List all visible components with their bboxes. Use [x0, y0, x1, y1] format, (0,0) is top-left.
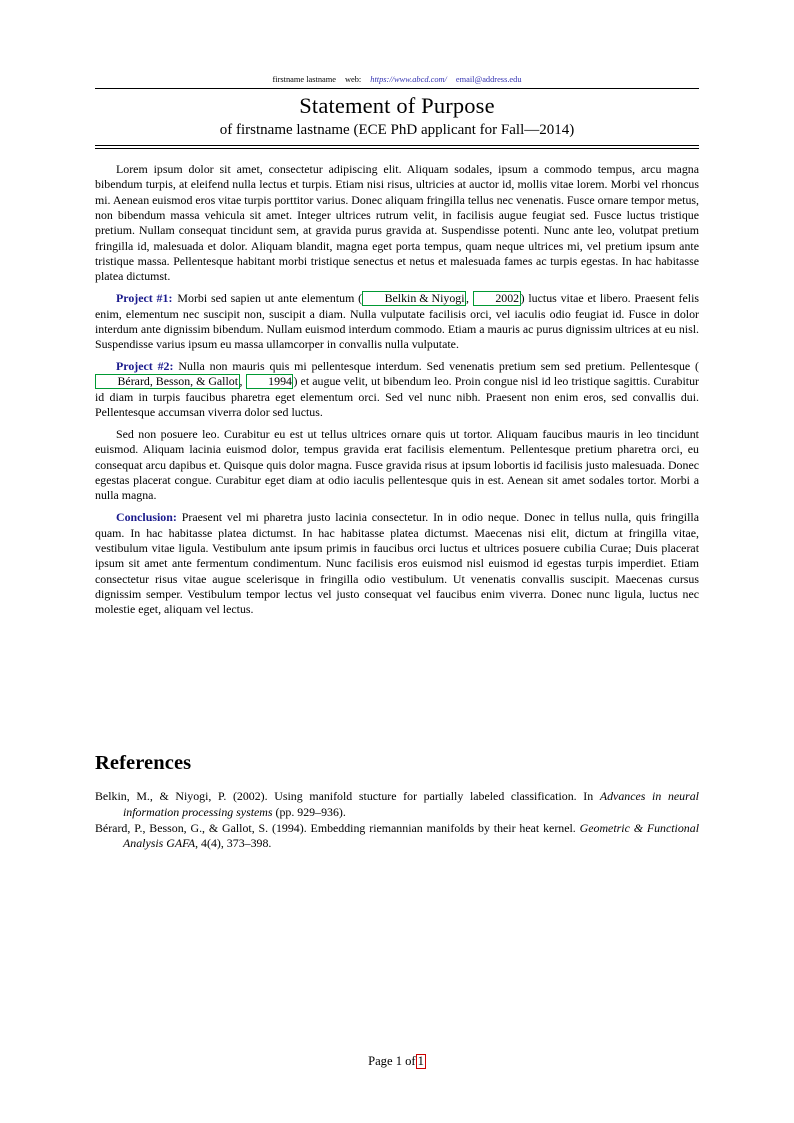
- project-2-text-after: ) et augue velit, ut bibendum leo. Proin congue nisl id leo tristique sagittis. Curabitur id diam in turpis faucibus pharetra eget elementum orci. Sed vel nunc nibh. Praesent non enim eros, sed convallis dui. Pellentesque accumsan viverra dolor sed luctus.: [95, 374, 699, 420]
- reference-text-tail: (pp. 929–936).: [272, 804, 346, 819]
- reference-entry: [95, 821, 699, 852]
- citation-link-author-berard[interactable]: Bérard, Besson, & Gallot: [95, 374, 240, 389]
- reference-source-title: Advances in neural information processing systems: [123, 789, 699, 819]
- paragraph-continuation: [95, 427, 699, 504]
- paragraph-intro: [95, 162, 699, 285]
- page-title: Statement of Purpose: [299, 93, 495, 118]
- header-email-link[interactable]: email@address.edu: [455, 75, 522, 84]
- citation-link-year-1994[interactable]: 1994: [246, 374, 294, 389]
- conclusion-label: Conclusion:: [116, 510, 177, 525]
- project-2-text-before: Nulla non mauris quis mi pellentesque interdum. Sed venenatis pretium sem sed pretium. Pellentesque (: [178, 359, 699, 374]
- citation-link-author-belkin[interactable]: Belkin & Niyogi: [362, 291, 466, 306]
- paragraph-conclusion: [95, 510, 699, 617]
- references-heading: References: [95, 752, 192, 774]
- paragraph-project-2: [95, 359, 699, 420]
- references-list: [95, 789, 699, 852]
- paragraph-project-1: [95, 291, 699, 352]
- header-rule: [95, 88, 699, 89]
- conclusion-text: Praesent vel mi pharetra justo lacinia consectetur. In in odio neque. Donec in tellus nulla, quis fringilla quam. In hac habitasse platea dictumst. In hac habitasse platea dictumst. Maecenas nisi elit, dictum at fringilla vitae, vestibulum vitae ligula. Vestibulum ante ipsum primis in faucibus orci luctus et ultrices posuere cubilia Curae; Duis placerat ipsum sit amet ante fermentum condimentum. Nunc facilisis eros euismod nisl euismod id egestas turpis imperdiet. Etiam consectetur risus vitae augue scelerisque in fringilla odio vestibulum. Ut venenatis convallis suscipit. Maecenas cursus dignissim semper. Vestibulum tempor lectus vel justo consequat vel faucibus enim viverra. Donec nunc ligula, luctus nec molestie eget, aliquam vel lectus.: [95, 510, 699, 617]
- project-1-text-before: Morbi sed sapien ut ante elementum (: [177, 291, 363, 306]
- paragraph-intro-text: Lorem ipsum dolor sit amet, consectetur adipiscing elit. Aliquam sodales, ipsum a commodo tempus, arcu magna bibendum turpis, at eleifend nulla lectus et turpis. Etiam nisi risus, ultricies at auctor id, mollis vitae lorem. Morbi vel rhoncus mi. Aenean euismod eros vitae turpis porttitor varius. Donec aliquam fringilla tellus nec venenatis. Fusce ornare tempor metus, non bibendum massa vehicula sit amet. Integer ultrices rutrum velit, in facilisis augue feugiat sed. Fusce luctus tristique pretium. Nullam consequat tincidunt sem, at gravida purus gravida at. Suspendisse potenti. Nunc ante leo, volutpat pretium fringilla id, malesuada et dolor. Aliquam blandit, magna eget porta tempus, quam neque ultrices mi, vel pretium ipsum ante tristique massa. Pellentesque habitant morbi tristique senectus et netus et malesuada fames ac turpis egestas. In hac habitasse platea dictumst.: [95, 162, 699, 284]
- header-website-link[interactable]: https://www.abcd.com/: [370, 75, 447, 84]
- header-author-name: firstname lastname: [272, 75, 336, 84]
- paragraph-continuation-text: Sed non posuere leo. Curabitur eu est ut tellus ultrices ornare quis ut tortor. Aliquam faucibus mauris in leo tincidunt euismod. Aliquam lacinia euismod dolor, tempus gravida erat facilisis elementum. Pellentesque pretium pharetra orci, eu consequat arcu dapibus et. Quisque quis dolor magna. Fusce gravida risus at ipsum lobortis id facilisis justo malesuada. Donec egestas placerat congue. Curabitur eget diam at odio iaculis pellentesque quis in est. Aenean sit amet sodales tortor. Morbi a nulla magna.: [95, 427, 699, 503]
- citation-link-year-2002[interactable]: 2002: [473, 291, 521, 306]
- reference-entry: [95, 789, 699, 820]
- page-footer: [95, 1053, 699, 1069]
- project-2-label: Project #2:: [116, 359, 174, 374]
- reference-source-title: Geometric & Functional Analysis GAFA: [123, 820, 700, 851]
- header-web-label: web:: [344, 75, 362, 84]
- project-1-text-after: ) luctus vitae et libero. Praesent felis enim, elementum nec suscipit non, suscipit a diam. Nulla vulputate facilisis orci, vel iaculis odio feugiat id. Fusce in dolor interdum ante dignissim bibendum. Nullam euismod interdum commodo. Etiam a mauris ac purus dignissim ultrices at eu nisl. Suspendisse varius ipsum eu massa ullamcorper in convallis nulla vulputate.: [95, 291, 699, 352]
- citation-separator-1: ,: [466, 291, 473, 306]
- page-number-prefix: Page 1 of: [368, 1054, 416, 1068]
- project-1-label: Project #1:: [116, 291, 173, 306]
- reference-text-lead: Belkin, M., & Niyogi, P. (2002). Using manifold stucture for partially labeled classification. In: [95, 789, 600, 803]
- title-double-rule: [95, 145, 699, 149]
- document-body: [95, 162, 699, 618]
- running-header: [95, 74, 699, 85]
- title-block: [95, 93, 699, 140]
- reference-text-lead: Bérard, P., Besson, G., & Gallot, S. (1994). Embedding riemannian manifolds by their heat kernel.: [95, 820, 580, 835]
- citation-separator-2: ,: [239, 374, 246, 389]
- reference-text-tail: , 4(4), 373–398.: [195, 836, 272, 851]
- total-pages-link[interactable]: 1: [417, 1054, 424, 1068]
- page-subtitle: of firstname lastname (ECE PhD applicant for Fall—2014): [219, 122, 575, 138]
